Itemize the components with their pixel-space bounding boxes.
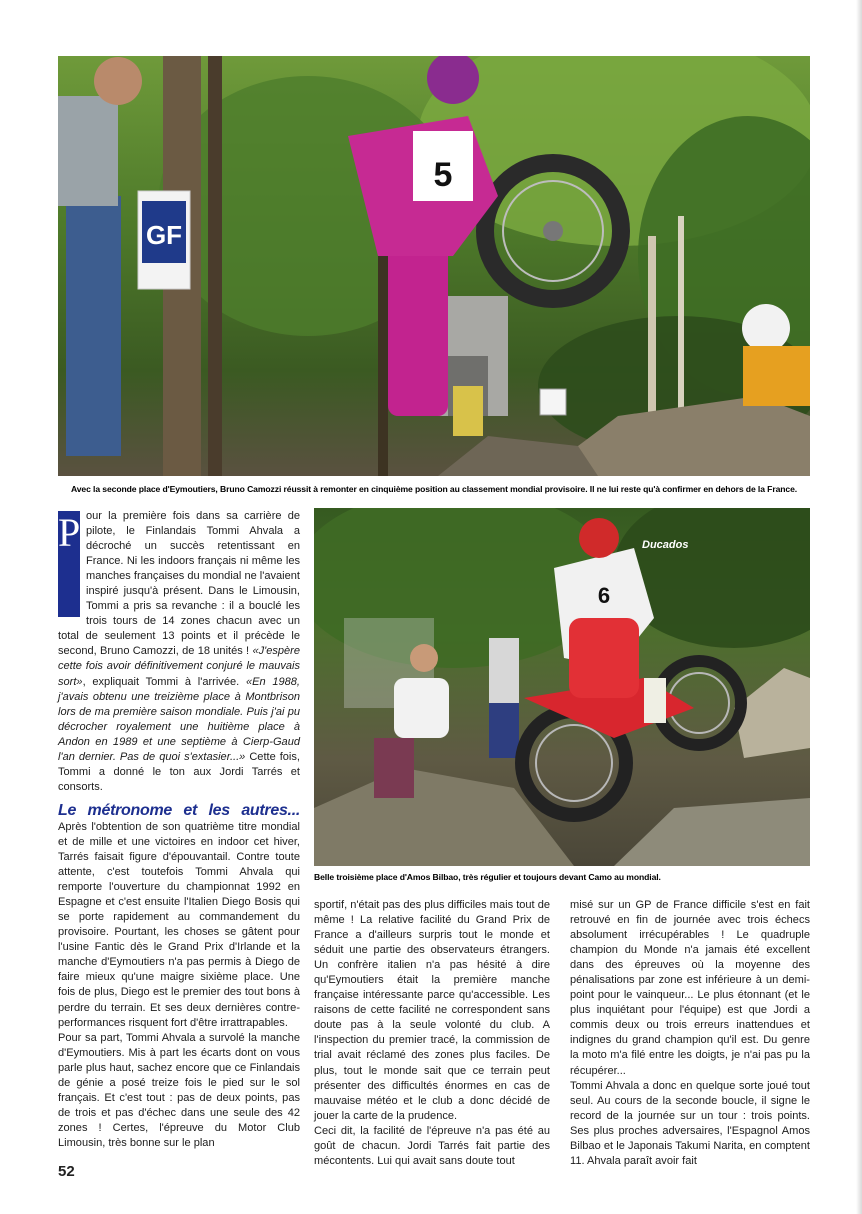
page-number: 52 xyxy=(58,1163,75,1180)
sponsor-text: Ducados xyxy=(642,539,689,551)
article-column-3 xyxy=(570,898,810,1169)
col3-paragraph-2: Tommi Ahvala a donc en quelque sorte joué tout seul. Au cours de la seconde boucle, il signe le record de la journée sur un tour : trois points. Ses plus proches adversaires, l'Espagnol Amos Bilbao et le Japonais Takumi Narita, en comptent 11. Ahvala paraît avoir fait xyxy=(570,1079,810,1167)
drop-cap: P xyxy=(58,511,80,617)
photo-mid-illustration xyxy=(314,508,810,866)
section-text-1: Après l'obtention de son quatrième titre mondial et de mille et une victoires en indoor cet hiver, Tarrés faisait figure d'épouvantail. Contre toute attente, c'est toutefois Tommi Ahvala qui remporte l'ouverture du championnat 1992 en Espagne et c'est ensuite l'Italien Diego Bosis qui se porte rapidement au commandement du provisoire. Pourtant, les choses se gâtent pour l'usine Fantic dès le Grand Prix d'Irlande et la manche d'Eymoutiers n'a pas permis à Diego de faire mieux qu'une maigre sixième place. Une fois de plus, Diego est le premier des tout bons à perdre du terrain. Et ses deux dernières contre-performances risquent fort d'être irrattrapables. xyxy=(58,820,300,1029)
intro-paragraph xyxy=(58,509,300,795)
photo-mid-amos-bilbao xyxy=(314,508,810,866)
quote-2: «En 1988, j'avais obtenu une treizième place à Montbrison lors de ma première saison mondiale. Puis j'ai pu décrocher royalement une huitième place à Andon en 1989 et une septième à Cierp-Gaud l'an dernier. Pas de quoi s'extasier...» xyxy=(58,675,300,763)
col2-paragraph-2: Ceci dit, la facilité de l'épreuve n'a pas été au goût de chacun. Jordi Tarrés fait partie des mécontents. Lui qui avait sans doute tout xyxy=(314,1124,550,1167)
quote-1: «J'espère cette fois avoir définitivement conjuré le mauvais sort» xyxy=(58,645,300,688)
photo-top-trial-rider xyxy=(58,56,810,476)
article-column-1 xyxy=(58,509,300,1151)
page-edge xyxy=(856,0,862,1214)
rider-number-top: 5 xyxy=(433,156,453,194)
rider-number-mid: 6 xyxy=(597,583,611,608)
caption-mid: Belle troisième place d'Amos Bilbao, très régulier et toujours devant Camo au mondial. xyxy=(314,872,661,882)
section-paragraph-1 xyxy=(58,803,300,1031)
intro-text: our la première fois dans sa carrière de pilote, le Finlandais Tommi Ahvala a décroché un succès retentissant en France. Ni les indoors français ni même les manches françaises du mondial ne l'avaient inspiré jusqu'à présent. Dans le Limousin, Tommi a pris sa revanche : il a bouclé les trois tours de 14 zones chacun avec un total de seulement 13 points et il précède le second, Bruno Camozzi, de 18 unités ! xyxy=(58,510,300,658)
after-quote-2: Cette fois, Tommi a donné le ton aux Jordi Tarrés et consorts. xyxy=(58,750,300,793)
section-heading: Le métronome et les autres... xyxy=(58,801,300,819)
section-paragraph-2: Pour sa part, Tommi Ahvala a survolé la manche d'Eymoutiers. Mis à part les écarts dont on vous parle plus haut, sachez encore que ce Finlandais de génie a posé treize fois le pied sur le sol français. Et c'est tout : pas de deux points, pas de trois et pas d'échec dans une seule des 42 zones ! Certes, l'épreuve du Motor Club Limousin, très bonne sur le plan xyxy=(58,1031,300,1149)
col3-paragraph-1: misé sur un GP de France difficile s'est en fait retrouvé en fin de journée avec trois échecs absolument irrécupérables ! Le quadruple champion du Monde n'a jamais été excellent dans des épreuves où la moyenne des pénalisations par zone est inférieure à un demi-point pour le vainqueur... Le plus étonnant (et le plus inquiétant pour l'équipe) est que Jordi a commis deux ou trois erreurs inattendues et indignes du grand champion qu'il est. Du genre la moto m'a filé entre les doigts, je n'ai pas pu la récupérer... xyxy=(570,899,810,1077)
article-column-2 xyxy=(314,898,550,1169)
banner-logo-text: GF xyxy=(145,220,183,250)
caption-top: Avec la seconde place d'Eymoutiers, Bruno Camozzi réussit à remonter en cinquième position au classement mondial provisoire. Il ne lui reste qu'à confirmer en dehors de la France. xyxy=(70,484,798,494)
col2-paragraph-1: sportif, n'était pas des plus difficiles mais tout de même ! La relative facilité du Grand Prix de France a d'ailleurs surpris tout le monde et séduit une partie des observateurs étrangers. Un confrère italien n'a pas hésité à dire qu'Eymoutiers était la première manche française intéressante parce qu'accessible. Les raisons de cette facilité ne correspondent sans doute pas à la seule volonté du club. A l'inspection du premier tracé, la commission de trial avait réclamé des zones plus faciles. De plus, tout le monde sait que ce terrain peut présenter des difficultés énormes en cas de mauvaise météo et le club a donc décidé de jouer la carte de la prudence. xyxy=(314,899,550,1122)
after-quote-1: , expliquait Tommi à l'arrivée. xyxy=(82,675,246,688)
photo-top-illustration xyxy=(58,56,810,476)
